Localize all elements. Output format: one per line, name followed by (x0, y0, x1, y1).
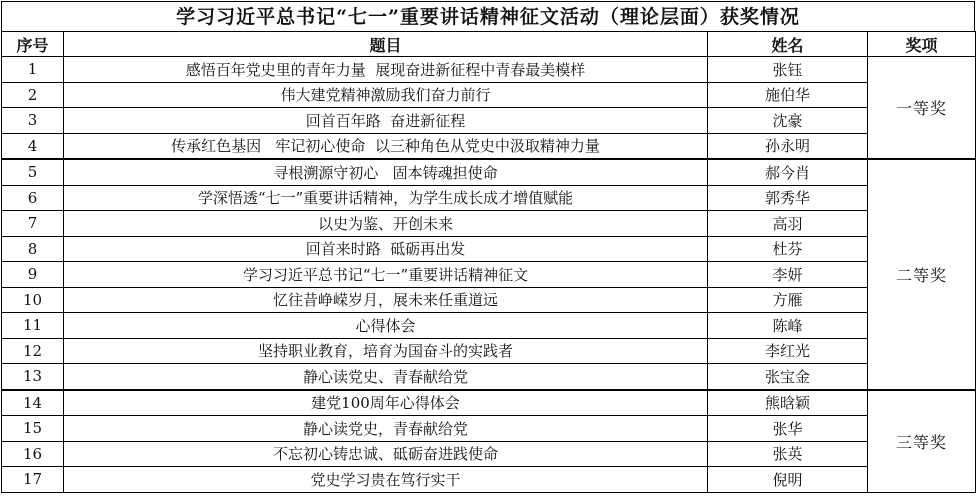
essay-title: 不忘初心铸忠诚、砥砺奋进践使命 (64, 441, 708, 467)
table-row (2, 287, 976, 313)
table-row (2, 133, 976, 159)
row-number: 15 (2, 416, 64, 442)
essay-title: 寻根溯源守初心 固本铸魂担使命 (64, 159, 708, 185)
essay-title: 学习习近平总书记“七一”重要讲话精神征文 (64, 262, 708, 288)
header-award: 奖项 (868, 32, 976, 57)
essay-title: 传承红色基因 牢记初心使命 以三种角色从党史中汲取精神力量 (64, 133, 708, 159)
row-number: 16 (2, 441, 64, 467)
award-level: 一等奖 (868, 57, 976, 160)
row-number: 13 (2, 364, 64, 390)
table-row (2, 416, 976, 442)
table-row (2, 185, 976, 211)
table-row (2, 159, 976, 185)
essay-title: 感悟百年党史里的青年力量 展现奋进新征程中青春最美模样 (64, 57, 708, 83)
essay-title: 静心读党史，青春献给党 (64, 416, 708, 442)
author-name: 杜芬 (708, 236, 868, 262)
row-number: 4 (2, 133, 64, 159)
author-name: 李妍 (708, 262, 868, 288)
document-title: 学习习近平总书记“七一”重要讲话精神征文活动（理论层面）获奖情况 (1, 1, 975, 31)
author-name: 施伯华 (708, 82, 868, 108)
author-name: 熊晗颖 (708, 390, 868, 416)
table-row (2, 338, 976, 364)
row-number: 17 (2, 467, 64, 493)
row-number: 1 (2, 57, 64, 83)
table-body (2, 57, 976, 493)
essay-title: 忆往昔峥嵘岁月，展未来任重道远 (64, 287, 708, 313)
table-row (2, 262, 976, 288)
author-name: 沈豪 (708, 108, 868, 134)
row-number: 3 (2, 108, 64, 134)
row-number: 7 (2, 211, 64, 237)
table-row (2, 390, 976, 416)
award-document (1, 1, 975, 502)
essay-title: 回首来时路 砥砺再出发 (64, 236, 708, 262)
author-name: 张英 (708, 441, 868, 467)
essay-title: 以史为鉴、开创未来 (64, 211, 708, 237)
essay-title: 伟大建党精神激励我们奋力前行 (64, 82, 708, 108)
table-row (2, 467, 976, 493)
row-number: 2 (2, 82, 64, 108)
header-name: 姓名 (708, 32, 868, 57)
table-row (2, 82, 976, 108)
row-number: 8 (2, 236, 64, 262)
essay-title: 坚持职业教育，培育为国奋斗的实践者 (64, 338, 708, 364)
header-row (2, 32, 976, 57)
table-row (2, 313, 976, 339)
table-row (2, 364, 976, 390)
essay-title: 党史学习贵在笃行实干 (64, 467, 708, 493)
author-name: 高羽 (708, 211, 868, 237)
author-name: 陈峰 (708, 313, 868, 339)
table-row (2, 57, 976, 83)
table-row (2, 108, 976, 134)
author-name: 郭秀华 (708, 185, 868, 211)
author-name: 方雁 (708, 287, 868, 313)
essay-title: 学深悟透“七一”重要讲话精神，为学生成长成才增值赋能 (64, 185, 708, 211)
essay-title: 心得体会 (64, 313, 708, 339)
header-title: 题目 (64, 32, 708, 57)
essay-title: 建党100周年心得体会 (64, 390, 708, 416)
author-name: 郝今肖 (708, 159, 868, 185)
author-name: 李红光 (708, 338, 868, 364)
essay-title: 静心读党史、青春献给党 (64, 364, 708, 390)
table-row (2, 236, 976, 262)
award-level: 二等奖 (868, 159, 976, 390)
row-number: 10 (2, 287, 64, 313)
author-name: 孙永明 (708, 133, 868, 159)
awards-table (1, 31, 976, 493)
author-name: 张钰 (708, 57, 868, 83)
header-no: 序号 (2, 32, 64, 57)
author-name: 张宝金 (708, 364, 868, 390)
author-name: 张华 (708, 416, 868, 442)
row-number: 9 (2, 262, 64, 288)
row-number: 5 (2, 159, 64, 185)
row-number: 11 (2, 313, 64, 339)
table-row (2, 441, 976, 467)
author-name: 倪明 (708, 467, 868, 493)
award-level: 三等奖 (868, 390, 976, 493)
row-number: 14 (2, 390, 64, 416)
row-number: 6 (2, 185, 64, 211)
table-row (2, 211, 976, 237)
essay-title: 回首百年路 奋进新征程 (64, 108, 708, 134)
row-number: 12 (2, 338, 64, 364)
